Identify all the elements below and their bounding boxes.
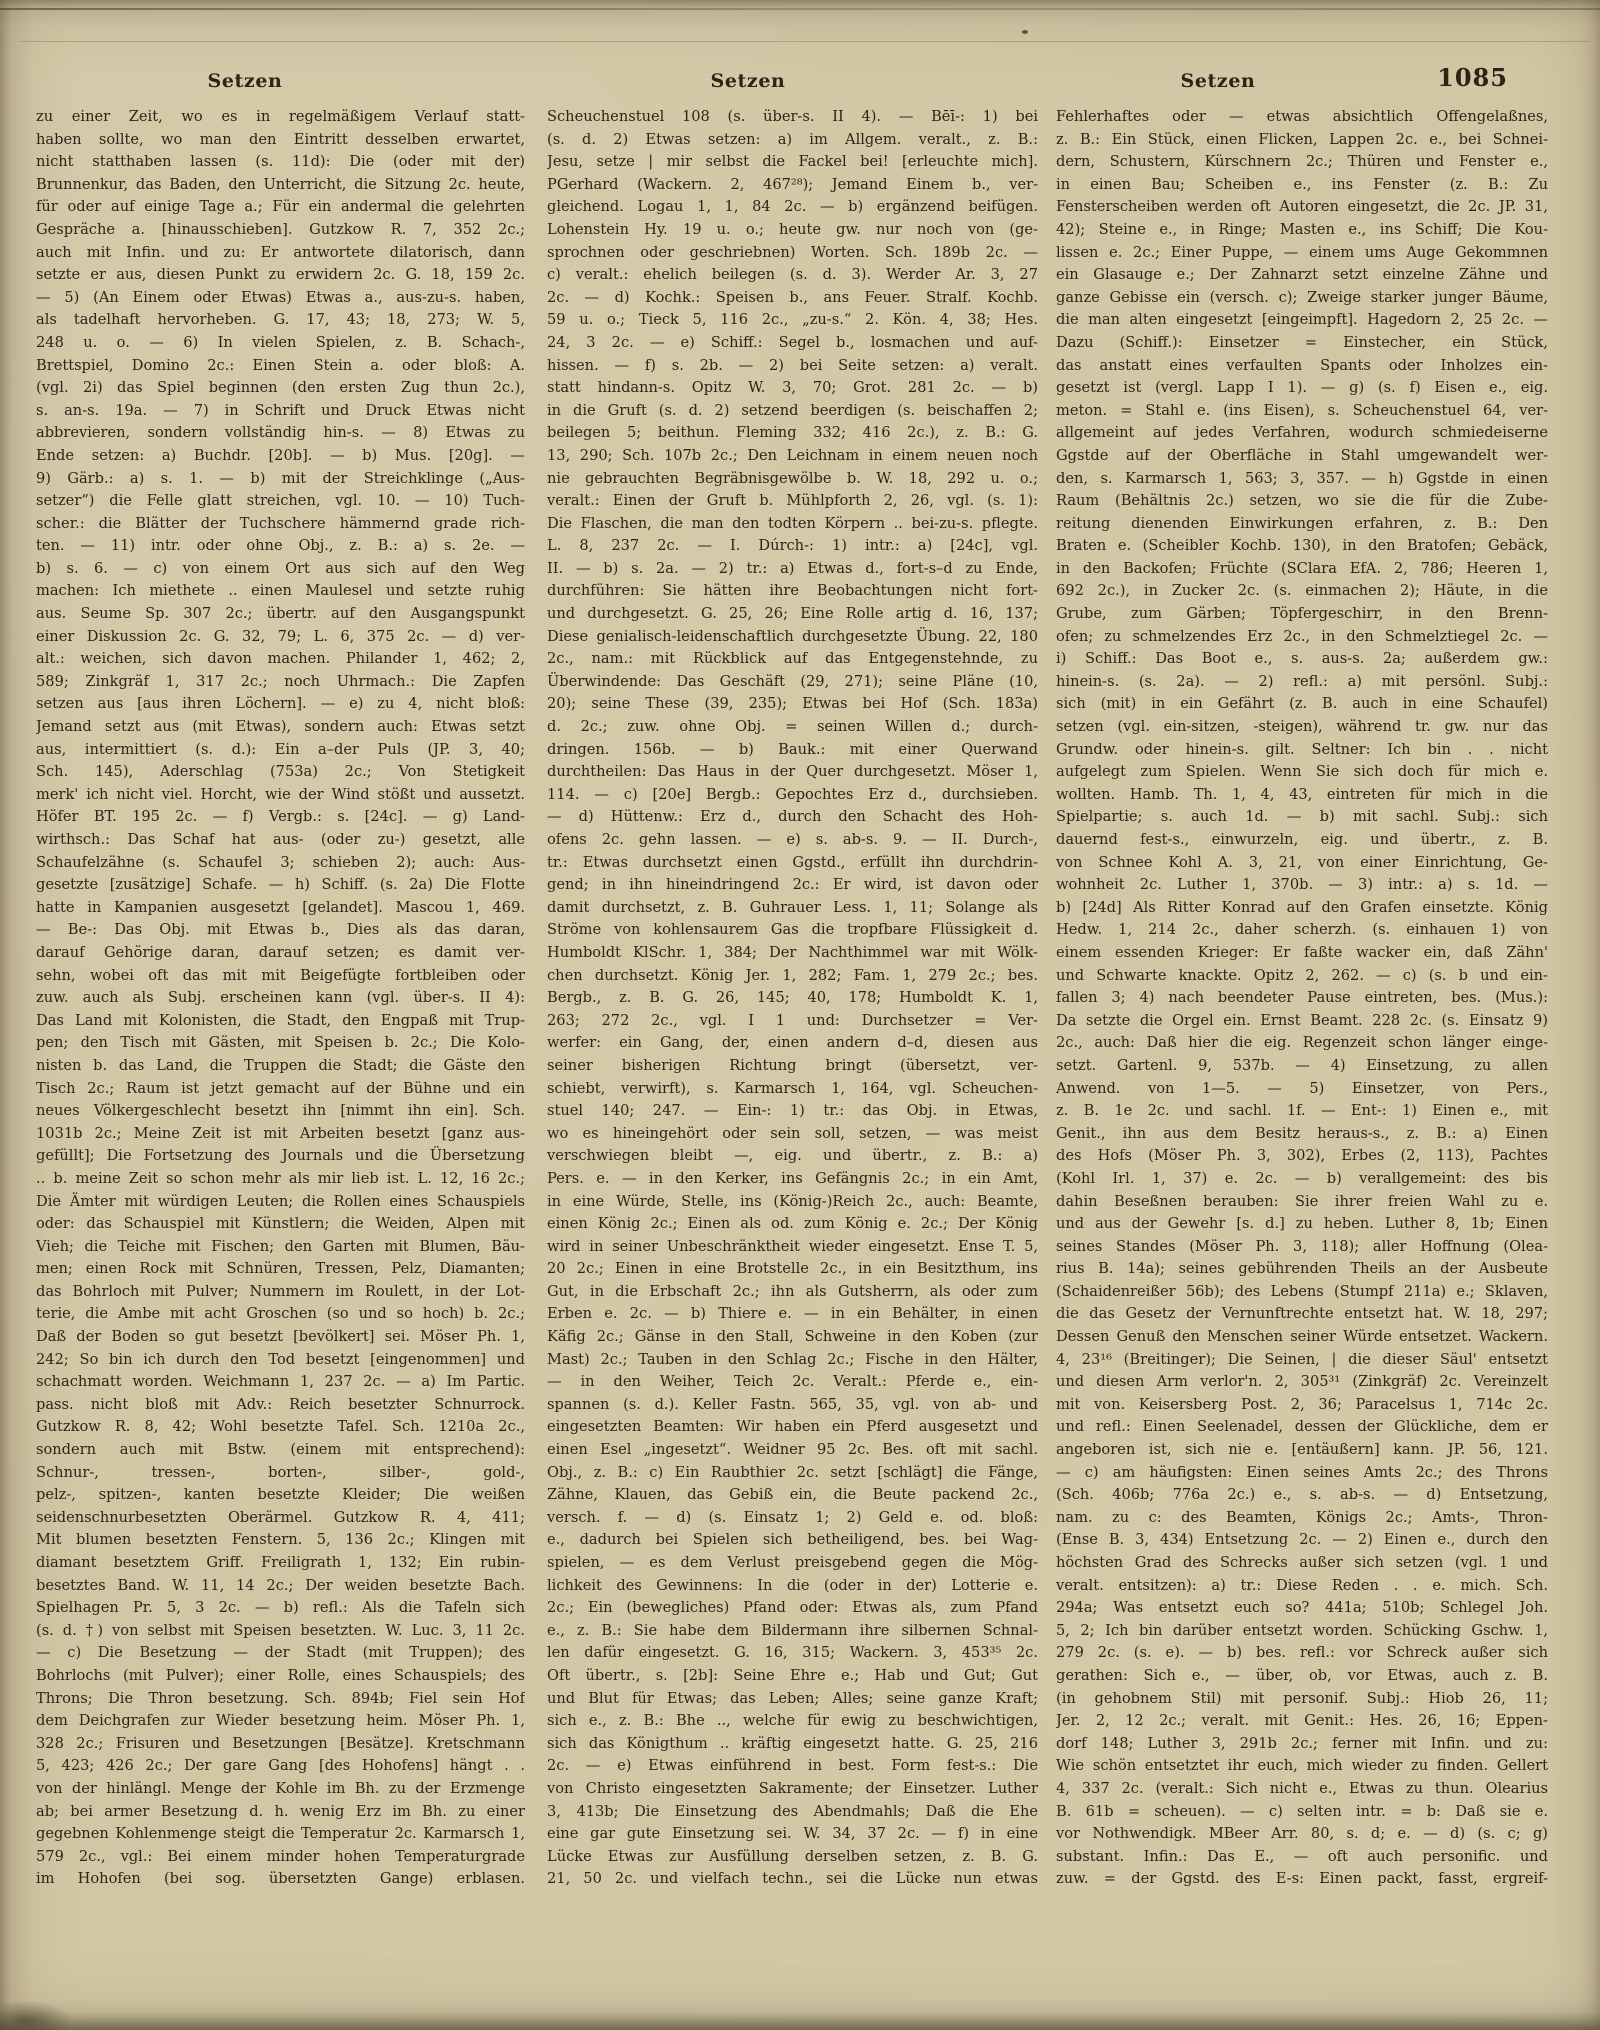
text-line: zu einer Zeit, wo es in regelmäßigem Verlauf statt- — [36, 108, 525, 125]
text-line: reitung dienenden Einwirkungen erfahren, z. B.: Den — [1056, 514, 1548, 532]
text-line: nicht statthaben lassen (s. 11d): Die (oder mit der) — [36, 153, 525, 171]
text-line: setzen aus [aus ihren Löchern]. — e) zu 4, nicht bloß: — [36, 695, 525, 713]
text-line: 114. — c) [20e] Bergb.: Gepochtes Erz d., durchsieben. — [547, 785, 1038, 803]
text-line: diamant besetztem Griff. Freiligrath 1, 132; Ein rubin- — [36, 1554, 525, 1571]
text-line: seiner bisherigen Richtung bringt (übersetzt, ver- — [547, 1056, 1038, 1074]
text-line: ab; bei armer Besetzung d. h. wenig Erz im Bh. zu einer — [36, 1802, 525, 1820]
text-line: stuel 140; 247. — Ein-: 1) tr.: das Obj. in Etwas, — [547, 1102, 1038, 1120]
text-line: L. 8, 237 2c. — I. Dúrch-: 1) intr.: a) [24c], vgl. — [547, 537, 1038, 555]
text-line: den, s. Karmarsch 1, 563; 3, 357. — h) Ggstde in einen — [1056, 469, 1548, 487]
text-line: Ggstde auf der Oberfläche in Stahl umgewandelt wer- — [1056, 446, 1548, 464]
text-line: Pers. e. — in den Kerker, ins Gefängnis 2c.; in ein Amt, — [547, 1169, 1038, 1187]
text-line: im Hohofen (bei sog. übersetzten Gange) erblasen. — [36, 1870, 525, 1888]
text-line: gesetzte [zusätzige] Schafe. — h) Schiff. (s. 2a) Die Flotte — [36, 876, 525, 894]
text-line: 24, 3 2c. — e) Schiff.: Segel b., losmachen und auf- — [547, 333, 1038, 351]
text-line: Käfig 2c.; Gänse in den Stall, Schweine in den Koben (zur — [547, 1328, 1038, 1346]
text-line: und aus der Gewehr [s. d.] zu heben. Luther 8, 1b; Einen — [1056, 1215, 1548, 1233]
text-line: — 5) (An Einem oder Etwas) Etwas a., aus-zu-s. haben, — [36, 288, 525, 306]
text-line: von der hinlängl. Menge der Kohle im Bh. zu der Erzmenge — [36, 1779, 525, 1797]
text-line: setzer“) die Felle glatt streichen, vgl. 10. — 10) Tuch- — [36, 492, 525, 510]
text-line: damit durchsetzt, z. B. Guhrauer Less. 1, 11; Solange als — [547, 898, 1038, 916]
text-line: dauernd fest-s., einwurzeln, eig. und übertr., z. B. — [1056, 831, 1548, 848]
text-line: 2c. — d) Kochk.: Speisen b., ans Feuer. Stralf. Kochb. — [547, 288, 1038, 306]
text-line: durchführen: Sie hätten ihre Beobachtungen nicht fort- — [547, 582, 1038, 600]
text-line: die das Gesetz der Vernunftrechte entsetzt hat. W. 18, 297; — [1056, 1305, 1548, 1323]
ink-speck — [1022, 30, 1028, 34]
text-line: veralt. entsitzen): a) tr.: Diese Reden . . e. mich. Sch. — [1056, 1576, 1548, 1594]
text-line: len dafür eingesetzt. G. 16, 315; Wackern. 3, 453³⁵ 2c. — [547, 1644, 1038, 1662]
text-line: durchtheilen: Das Haus in der Quer durchgesetzt. Möser 1, — [547, 763, 1038, 781]
text-line: hatte in Kampanien ausgesetzt [gelandet]. Mascou 1, 469. — [36, 898, 525, 916]
text-line: Bohrlochs (mit Pulver); einer Rolle, eines Schauspiels; des — [36, 1666, 525, 1684]
text-line: Schnur-, tressen-, borten-, silber-, gold-, — [36, 1463, 525, 1481]
running-head-column-2: Setzen — [710, 70, 786, 92]
text-line: 294a; Was entsetzt euch so? 441a; 510b; Schlegel Joh. — [1056, 1599, 1548, 1617]
text-line: neues Völkergeschlecht besetzt ihn [nimmt ihn ein]. Sch. — [36, 1102, 525, 1120]
text-line: gend; in ihn hineindringend 2c.: Er wird, ist davon oder — [547, 876, 1038, 894]
text-line: Oft übertr., s. [2b]: Seine Ehre e.; Hab und Gut; Gut — [547, 1666, 1038, 1684]
text-line: setzte er aus, diesen Punkt zu erwidern 2c. G. 18, 159 2c. — [36, 266, 525, 284]
text-line: sehn, wobei oft das mit mit Beigefügte fortbleiben oder — [36, 966, 525, 984]
text-line: dringen. 156b. — b) Bauk.: mit einer Querwand — [547, 740, 1038, 758]
text-line: ganze Gebisse ein (versch. c); Zweige starker junger Bäume, — [1056, 288, 1548, 306]
text-line: ofens 2c. gehn lassen. — e) s. ab-s. 9. — II. Durch-, — [547, 831, 1038, 848]
text-line: dem Deichgrafen zur Wieder besetzung heim. Möser Ph. 1, — [36, 1712, 525, 1730]
text-line: von Schnee Kohl A. 3, 21, von einer Einrichtung, Ge- — [1056, 853, 1548, 871]
text-line: Braten e. (Scheibler Kochb. 130), in den Bratofen; Gebäck, — [1056, 537, 1548, 555]
text-line: (Kohl Irl. 1, 37) e. 2c. — b) verallgemeint: des bis — [1056, 1169, 1548, 1187]
text-line: pelz-, spitzen-, kanten besetzte Kleider; Die weißen — [36, 1486, 525, 1504]
text-line: einen Esel „ingesetzt“. Weidner 95 2c. Bes. oft mit sachl. — [547, 1441, 1038, 1459]
text-line: Ströme von kohlensaurem Gas die tropfbare Flüssigkeit d. — [547, 921, 1038, 939]
text-line: auch mit Infin. und zu: Er antwortete dilatorisch, dann — [36, 243, 525, 261]
text-line: sondern auch mit Bstw. (einem mit entsprechend): — [36, 1441, 525, 1459]
text-line: einem essenden Krieger: Er faßte wacker ein, daß Zähn' — [1056, 943, 1548, 961]
text-line: hissen. — f) s. 2b. — 2) bei Seite setzen: a) veralt. — [547, 356, 1038, 374]
text-line: 5, 2; Ich bin darüber entsetzt worden. Schücking Gschw. 1, — [1056, 1621, 1548, 1639]
text-line: Genit., ihn aus dem Besitz heraus-s., z. B.: a) Einen — [1056, 1124, 1548, 1142]
text-line: ein Glasauge e.; Der Zahnarzt setzt einzelne Zähne und — [1056, 266, 1548, 284]
text-line: fallen 3; 4) nach beendeter Pause eintreten, bes. (Mus.): — [1056, 989, 1548, 1007]
text-line: lissen e. 2c.; Einer Puppe, — einem ums Auge Gekommnen — [1056, 243, 1548, 261]
text-line: als tadelhaft hervorheben. G. 17, 43; 18, 273; W. 5, — [36, 311, 525, 329]
text-line: in eine Würde, Stelle, ins (König-)Reich 2c., auch: Beamte, — [547, 1192, 1038, 1210]
text-line: 2c. — e) Etwas einführend in best. Form fest-s.: Die — [547, 1757, 1038, 1775]
text-line: 242; So bin ich durch den Tod besetzt [eingenommen] und — [36, 1350, 525, 1368]
text-line: vor Nothwendigk. MBeer Arr. 80, s. d; e. — d) (s. c; g) — [1056, 1825, 1548, 1843]
text-line: e., dadurch bei Spielen sich betheiligend, bes. bei Wag- — [547, 1531, 1038, 1549]
text-line: Zähne, Klauen, das Gebiß ein, die Beute packend 2c., — [547, 1486, 1038, 1504]
text-line: Throns; Die Thron besetzung. Sch. 894b; Fiel sein Hof — [36, 1689, 525, 1707]
text-line: B. 61b = scheuen). — c) selten intr. = b: Daß sie e. — [1056, 1802, 1548, 1820]
text-line: Jer. 2, 12 2c.; veralt. mit Genit.: Hes. 26, 16; Eppen- — [1056, 1712, 1548, 1730]
text-line: terie, die Ambe mit acht Groschen (so und so hoch) b. 2c.; — [36, 1305, 525, 1323]
text-line: gefüllt]; Die Fortsetzung des Journals und die Übersetzung — [36, 1147, 525, 1165]
text-line: meton. = Stahl e. (ins Eisen), s. Scheuchenstuel 64, ver- — [1056, 401, 1548, 419]
text-line: — d) Hüttenw.: Erz d., durch den Schacht des Hoh- — [547, 808, 1038, 826]
text-line: zuw. = der Ggstd. des E-s: Einen packt, fasst, ergreif- — [1056, 1870, 1548, 1888]
running-head-column-3: Setzen — [1180, 70, 1256, 92]
text-line: 579 2c., vgl.: Bei einem minder hohen Temperaturgrade — [36, 1847, 525, 1865]
text-line: angeboren ist, sich nie e. [entäußern] kann. JP. 56, 121. — [1056, 1441, 1548, 1459]
text-line: (in gehobnem Stil) mit personif. Subj.: Hiob 26, 11; — [1056, 1689, 1548, 1707]
text-line: 4, 337 2c. (veralt.: Sich nicht e., Etwas zu thun. Olearius — [1056, 1779, 1548, 1797]
text-column-3 — [1056, 106, 1548, 1891]
text-line: 5, 423; 426 2c.; Der gare Gang [des Hohofens] hängt . . — [36, 1757, 525, 1775]
text-line: — in den Weiher, Teich 2c. Veralt.: Pferde e., ein- — [547, 1373, 1038, 1391]
text-line: setzt. Gartenl. 9, 537b. — 4) Einsetzung, zu allen — [1056, 1056, 1548, 1074]
text-line: Höfer BT. 195 2c. — f) Vergb.: s. [24c]. — g) Land- — [36, 808, 525, 826]
text-line: und diesen Arm verlor'n. 2, 305³¹ (Zinkgräf) 2c. Vereinzelt — [1056, 1373, 1548, 1391]
text-line: aufgelegt zum Spielen. Wenn Sie sich doch für mich e. — [1056, 763, 1548, 781]
text-line: nie gebrauchten Begräbnisgewölbe b. W. 18, 292 u. o.; — [547, 469, 1038, 487]
text-line: in die Gruft (s. d. 2) setzend beerdigen (s. beischaffen 2; — [547, 401, 1038, 419]
text-line: men; einen Rock mit Schnüren, Tressen, Pelz, Diamanten; — [36, 1260, 525, 1278]
text-line: pass. nicht bloß mit Adv.: Reich besetzter Schnurrock. — [36, 1395, 525, 1413]
text-line: dern, Schustern, Kürschnern 2c.; Thüren und Fenster e., — [1056, 153, 1548, 171]
text-line: merk' ich nicht viel. Horcht, wie der Wind stößt und aussetzt. — [36, 785, 525, 803]
text-line: .. b. meine Zeit so schon mehr als mir lieb ist. L. 12, 16 2c.; — [36, 1169, 525, 1187]
text-line: gesetzt ist (vergl. Lapp I 1). — g) (s. f) Eisen e., eig. — [1056, 379, 1548, 397]
text-line: haben sollte, wo man den Eintritt desselben erwartet, — [36, 130, 525, 148]
text-line: 2c., auch: Daß hier die eig. Regenzeit schon länger einge- — [1056, 1034, 1548, 1052]
text-line: 20); seine These (39, 235); Etwas bei Hof (Sch. 183a) — [547, 695, 1038, 713]
text-line: in einen Bau; Scheiben e., ins Fenster (z. B.: Zu — [1056, 175, 1548, 193]
text-line: — c) Die Besetzung — der Stadt (mit Truppen); des — [36, 1644, 525, 1662]
text-line: sich e., z. B.: Bhe .., welche für ewig zu beschwichtigen, — [547, 1712, 1038, 1730]
text-line: Hedw. 1, 214 2c., daher scherzh. (s. einhauen 1) von — [1056, 921, 1548, 939]
text-line: (s. d. †) von selbst mit Speisen besetzten. W. Luc. 3, 11 2c. — [36, 1621, 525, 1639]
text-line: veralt.: Einen der Gruft b. Mühlpforth 2, 26, vgl. (s. 1): — [547, 492, 1038, 510]
text-line: d. 2c.; zuw. ohne Obj. = seinen Willen d.; durch- — [547, 718, 1038, 736]
text-line: Dessen Genuß den Menschen seiner Würde entsetzet. Wackern. — [1056, 1328, 1548, 1346]
text-line: Jemand setzt aus (mit Etwas), sondern auch: Etwas setzt — [36, 718, 525, 736]
text-line: Daß der Boden so gut besetzt [bevölkert] sei. Möser Ph. 1, — [36, 1328, 525, 1346]
text-line: und durchgesetzt. G. 25, 26; Eine Rolle artig d. 16, 137; — [547, 605, 1038, 623]
text-line: dahin Beseßnen berauben: Sie ihrer freien Wahl zu e. — [1056, 1192, 1548, 1210]
text-line: wohnheit 2c. Luther 1, 370b. — 3) intr.: a) s. 1d. — — [1056, 876, 1548, 894]
text-line: Lücke Etwas zur Ausfüllung derselben setzen, z. B. G. — [547, 1847, 1038, 1865]
text-line: Gutzkow R. 8, 42; Wohl besetzte Tafel. Sch. 1210a 2c., — [36, 1418, 525, 1436]
text-line: (vgl. 2i) das Spiel beginnen (den ersten Zug thun 2c.), — [36, 379, 525, 397]
text-line: spielen, — es dem Verlust preisgebend gegen die Mög- — [547, 1554, 1038, 1571]
text-line: pen; den Tisch mit Gästen, mit Speisen b. 2c.; Die Kolo- — [36, 1034, 525, 1052]
text-line: Vieh; die Teiche mit Fischen; den Garten mit Blumen, Bäu- — [36, 1237, 525, 1255]
page-number: 1085 — [1437, 63, 1508, 92]
text-line: (Ense B. 3, 434) Entsetzung 2c. — 2) Einen e., durch den — [1056, 1531, 1548, 1549]
text-line: Scheuchenstuel 108 (s. über-s. II 4). — Bēī-: 1) bei — [547, 108, 1038, 125]
text-line: Anwend. von 1—5. — 5) Einsetzer, von Pers., — [1056, 1079, 1548, 1097]
text-line: Brettspiel, Domino 2c.: Einen Stein a. oder bloß: A. — [36, 356, 525, 374]
text-line: einen König 2c.; Einen als od. zum König e. 2c.; Der König — [547, 1215, 1038, 1233]
text-line: Dazu (Schiff.): Einsetzer = Einstecher, ein Stück, — [1056, 333, 1548, 351]
text-line: 279 2c. (s. e). — b) bes. refl.: vor Schreck außer sich — [1056, 1644, 1548, 1662]
text-line: in den Backofen; Früchte (SClara EfA. 2, 786; Heeren 1, — [1056, 559, 1548, 577]
text-line: Grundw. oder hinein-s. gilt. Seltner: Ich bin . . nicht — [1056, 740, 1548, 758]
text-line: machen: Ich miethete .. einen Maulesel und setzte ruhig — [36, 582, 525, 600]
text-line: nam. zu c: des Beamten, Königs 2c.; Amts-, Thron- — [1056, 1508, 1548, 1526]
text-line: Mit blumen besetzten Fenstern. 5, 136 2c.; Klingen mit — [36, 1531, 525, 1549]
text-line: rius B. 14a); seines gebührenden Theils an der Ausbeute — [1056, 1260, 1548, 1278]
text-line: Jesu, setze | mir selbst die Fackel bei! [erleuchte mich]. — [547, 153, 1038, 171]
text-line: 263; 272 2c., vgl. I 1 und: Durchsetzer = Ver- — [547, 1011, 1038, 1029]
text-line: wollten. Hamb. Th. 1, 4, 43, eintreten für mich in die — [1056, 785, 1548, 803]
text-line: chen durchsetzt. König Jer. 1, 282; Fam. 1, 279 2c.; bes. — [547, 966, 1038, 984]
text-line: Tisch 2c.; Raum ist jetzt gemacht auf der Bühne und ein — [36, 1079, 525, 1097]
text-line: sich das Königthum .. kräftig eingesetzt hatte. G. 25, 216 — [547, 1734, 1038, 1752]
text-line: besetztes Band. W. 11, 14 2c.; Der weiden besetzte Bach. — [36, 1576, 525, 1594]
text-line: II. — b) s. 2a. — 2) tr.: a) Etwas d., fort-s–d zu Ende, — [547, 559, 1038, 577]
text-line: (Sch. 406b; 776a 2c.) e., s. ab-s. — d) Entsetzung, — [1056, 1486, 1548, 1504]
text-line: mit von. Keisersberg Post. 2, 36; Paracelsus 1, 714c 2c. — [1056, 1395, 1548, 1413]
text-line: Fensterscheiben werden oft Autoren eingesetzt, die 2c. JP. 31, — [1056, 198, 1548, 216]
text-line: s. an-s. 19a. — 7) in Schrift und Druck Etwas nicht — [36, 401, 525, 419]
text-line: schiebt, verwirft), s. Karmarsch 1, 164, vgl. Scheuchen- — [547, 1079, 1038, 1097]
text-line: höchsten Grad des Schrecks außer sich setzen (vgl. 1 und — [1056, 1554, 1548, 1571]
text-line: eine gar gute Einsetzung sei. W. 34, 37 2c. — f) in eine — [547, 1825, 1038, 1843]
text-line: und Schwarte knackte. Opitz 2, 262. — c) (s. b und ein- — [1056, 966, 1548, 984]
text-line: Obj., z. B.: c) Ein Raubthier 2c. setzt [schlägt] die Fänge, — [547, 1463, 1038, 1481]
text-line: substant. Infin.: Das E., — oft auch personific. und — [1056, 1847, 1548, 1865]
text-line: 692 2c.), in Zucker 2c. (s. einmachen 2); Häute, in die — [1056, 582, 1548, 600]
text-line: 1031b 2c.; Meine Zeit ist mit Arbeiten besetzt [ganz aus- — [36, 1124, 525, 1142]
text-line: i) Schiff.: Das Boot e., s. aus-s. 2a; außerdem gw.: — [1056, 650, 1548, 668]
text-line: Mast) 2c.; Tauben in den Schlag 2c.; Fische in den Hälter, — [547, 1350, 1038, 1368]
text-line: gegebnen Kohlenmenge steigt die Temperatur 2c. Karmarsch 1, — [36, 1825, 525, 1843]
text-line: Gut, in die Erbschaft 2c.; ihn als Gutsherrn, als oder zum — [547, 1282, 1038, 1300]
text-line: von Christo eingesetzten Sakramente; der Einsetzer. Luther — [547, 1779, 1038, 1797]
text-line: Brunnenkur, das Baden, den Unterricht, die Sitzung 2c. heute, — [36, 175, 525, 193]
text-line: oder: das Schauspiel mit Künstlern; die Weiden, Alpen mit — [36, 1215, 525, 1233]
text-line: Raum (Behältnis 2c.) setzen, wo sie die für die Zube- — [1056, 492, 1548, 510]
text-line: allgemeint auf jedes Verfahren, wodurch schmiedeiserne — [1056, 424, 1548, 442]
text-line: statt hindann-s. Opitz W. 3, 70; Grot. 281 2c. — b) — [547, 379, 1038, 397]
text-line: dorf 148; Luther 3, 291b 2c.; ferner mit Infin. und zu: — [1056, 1734, 1548, 1752]
text-line: PGerhard (Wackern. 2, 467²⁸); Jemand Einem b., ver- — [547, 175, 1038, 193]
text-line: z. B. 1e 2c. und sachl. 1f. — Ent-: 1) Einen e., mit — [1056, 1102, 1548, 1120]
text-line: scher.: die Blätter der Tuchschere hämmernd grade rich- — [36, 514, 525, 532]
text-line: wirthsch.: Das Schaf hat aus- (oder zu-) gesetzt, alle — [36, 831, 525, 848]
text-line: Wie schön entsetztet ihr euch, mich wieder zu finden. Gellert — [1056, 1757, 1548, 1775]
text-line: sich (mit) in ein Gefährt (z. B. auch in eine Schaufel) — [1056, 695, 1548, 713]
text-line: für oder auf einige Tage a.; Für ein andermal die gelehrten — [36, 198, 525, 216]
text-line: c) veralt.: ehelich beilegen (s. d. 3). Werder Ar. 3, 27 — [547, 266, 1038, 284]
running-head-column-1: Setzen — [207, 70, 283, 92]
text-line: (s. d. 2) Etwas setzen: a) im Allgem. veralt., z. B.: — [547, 130, 1038, 148]
text-line: alt.: weichen, sich davon machen. Philander 1, 462; 2, — [36, 650, 525, 668]
text-line: verschwiegen bleibt —, eig. und übertr., z. B.: a) — [547, 1147, 1038, 1165]
text-line: und refl.: Einen Seelenadel, dessen der Glückliche, dem er — [1056, 1418, 1548, 1436]
text-line: abbrevieren, sondern vollständig hin-s. — 8) Etwas zu — [36, 424, 525, 442]
text-line: Lohenstein Hy. 19 u. o.; heute gw. nur noch von (ge- — [547, 220, 1038, 238]
text-line: 3, 413b; Die Einsetzung des Abendmahls; Daß die Ehe — [547, 1802, 1038, 1820]
page-top-edge — [0, 8, 1600, 10]
text-line: die man alten eingesetzt [eingeimpft]. Hagedorn 2, 25 2c. — — [1056, 311, 1548, 329]
text-line: lichkeit des Gewinnens: In die (oder in der) Lotterie e. — [547, 1576, 1038, 1594]
text-line: versch. f. — d) (s. Einsatz 1; 2) Geld e. od. bloß: — [547, 1508, 1038, 1526]
text-line: 328 2c.; Frisuren und Besetzungen [Besätze]. Kretschmann — [36, 1734, 525, 1752]
text-line: Sch. 145), Aderschlag (753a) 2c.; Von Stetigkeit — [36, 763, 525, 781]
text-line: Grube, zum Gärben; Töpfergeschirr, in den Brenn- — [1056, 605, 1548, 623]
text-line: gleichend. Logau 1, 1, 84 2c. — b) ergänzend beifügen. — [547, 198, 1038, 216]
text-line: Gespräche a. [hinausschieben]. Gutzkow R. 7, 352 2c.; — [36, 220, 525, 238]
text-line: Diese genialisch-leidenschaftlich durchgesetzte Übung. 22, 180 — [547, 627, 1038, 645]
text-line: sprochnen oder geschriebnen) Worten. Sch. 189b 2c. — — [547, 243, 1038, 261]
text-line: 9) Gärb.: a) s. 1. — b) mit der Streichklinge („Aus- — [36, 469, 525, 487]
page-bottom-edge — [0, 2012, 1600, 2030]
text-line: e., z. B.: Sie habe dem Bildermann ihre silbernen Schnal- — [547, 1621, 1038, 1639]
text-line: wird in seiner Unbeschränktheit wieder eingesetzt. Ense T. 5, — [547, 1237, 1038, 1255]
text-line: Spielpartie; s. auch 1d. — b) mit sachl. Subj.: sich — [1056, 808, 1548, 826]
text-line: einer Diskussion 2c. G. 32, 79; L. 6, 375 2c. — d) ver- — [36, 627, 525, 645]
text-line: nisten b. das Land, die Truppen die Stadt; die Gäste den — [36, 1056, 525, 1074]
text-line: setzen (vgl. ein-sitzen, -steigen), während tr. gw. nur das — [1056, 718, 1548, 736]
text-line: eingesetzten Beamten: Wir haben ein Pferd ausgesetzt und — [547, 1418, 1038, 1436]
text-line: Ende setzen: a) Buchdr. [20b]. — b) Mus. [20g]. — — [36, 446, 525, 464]
text-line: schachmatt worden. Weichmann 1, 237 2c. — a) Im Partic. — [36, 1373, 525, 1391]
text-line: Spielhagen Pr. 5, 3 2c. — b) refl.: Als die Tafeln sich — [36, 1599, 525, 1617]
text-line: 248 u. o. — 6) In vielen Spielen, z. B. Schach-, — [36, 333, 525, 351]
text-line: hinein-s. (s. 2a). — 2) refl.: a) mit persönl. Subj.: — [1056, 672, 1548, 690]
text-line: Bergb., z. B. G. 26, 145; 40, 178; Humboldt K. 1, — [547, 989, 1038, 1007]
text-line: 21, 50 2c. und vielfach techn., sei die Lücke nun etwas — [547, 1870, 1038, 1888]
text-line: b) [24d] Als Ritter Konrad auf den Grafen einsetzte. König — [1056, 898, 1548, 916]
text-line: 42); Steine e., in Ringe; Masten e., ins Schiff; Die Kou- — [1056, 220, 1548, 238]
text-line: Die Flaschen, die man den todten Körpern .. bei-zu-s. pflegte. — [547, 514, 1038, 532]
text-line: 4, 23¹⁶ (Breitinger); Die Seinen, | die dieser Säul' entsetzt — [1056, 1350, 1548, 1368]
text-line: ten. — 11) intr. oder ohne Obj., z. B.: a) s. 2e. — — [36, 537, 525, 555]
text-line: aus. Seume Sp. 307 2c.; übertr. auf den Ausgangspunkt — [36, 605, 525, 623]
text-line: b) s. 6. — c) von einem Ort aus sich auf den Weg — [36, 559, 525, 577]
text-line: wo es hineingehört oder sein soll, setzen, — was meist — [547, 1124, 1038, 1142]
text-line: seidenschnurbesetzten Oberärmel. Gutzkow R. 4, 411; — [36, 1508, 525, 1526]
text-line: Das Land mit Kolonisten, die Stadt, den Engpaß mit Trup- — [36, 1011, 525, 1029]
text-line: 2c.; Ein (bewegliches) Pfand oder: Etwas als, zum Pfand — [547, 1599, 1038, 1617]
scan-fold-line — [20, 41, 1590, 42]
text-line: zuw. auch als Subj. erscheinen kann (vgl. über-s. II 4): — [36, 989, 525, 1007]
text-line: Überwindende: Das Geschäft (29, 271); seine Pläne (10, — [547, 672, 1038, 690]
text-line: Da setzte die Orgel ein. Ernst Beamt. 228 2c. (s. Einsatz 9) — [1056, 1011, 1548, 1029]
text-line: Schaufelzähne (s. Schaufel 3; schieben 2); auch: Aus- — [36, 853, 525, 871]
text-line: 13, 290; Sch. 107b 2c.; Den Leichnam in einem neuen noch — [547, 446, 1038, 464]
text-line: — Be-: Das Obj. mit Etwas b., Dies als das daran, — [36, 921, 525, 939]
text-line: 20 2c.; Einen in eine Brotstelle 2c., in ein Besitzthum, ins — [547, 1260, 1038, 1278]
text-column-2 — [547, 106, 1038, 1891]
text-line: werfer: ein Gang, der, einen andern d–d, diesen aus — [547, 1034, 1038, 1052]
text-line: Die Ämter mit würdigen Leuten; die Rollen eines Schauspiels — [36, 1192, 525, 1210]
text-line: beilegen 5; beithun. Fleming 332; 416 2c.), z. B.: G. — [547, 424, 1038, 442]
text-line: Humboldt KlSchr. 1, 384; Der Nachthimmel war mit Wölk- — [547, 943, 1038, 961]
text-line: das Bohrloch mit Pulver; Nummern im Roulett, in der Lot- — [36, 1282, 525, 1300]
text-line: und Blut für Etwas; das Leben; Alles; seine ganze Kraft; — [547, 1689, 1038, 1707]
text-line: 2c., nam.: mit Rückblick auf das Entgegenstehnde, zu — [547, 650, 1038, 668]
text-line: Fehlerhaftes oder — etwas absichtlich Offengelaßnes, — [1056, 108, 1548, 125]
text-line: 59 u. o.; Tieck 5, 116 2c., „zu-s.“ 2. Kön. 4, 38; Hes. — [547, 311, 1038, 329]
text-line: 589; Zinkgräf 1, 317 2c.; noch Uhrmach.: Die Zapfen — [36, 672, 525, 690]
text-line: des Hofs (Möser Ph. 3, 302), Erbes (2, 113), Pachtes — [1056, 1147, 1548, 1165]
text-column-1 — [36, 106, 525, 1891]
text-line: — c) am häufigsten: Einen seines Amts 2c.; des Throns — [1056, 1463, 1548, 1481]
text-line: tr.: Etwas durchsetzt einen Ggstd., erfüllt ihn durchdrin- — [547, 853, 1038, 871]
text-line: Erben e. 2c. — b) Thiere e. — in ein Behälter, in einen — [547, 1305, 1038, 1323]
text-line: das anstatt eines verfaulten Spants oder Inholzes ein- — [1056, 356, 1548, 374]
text-line: (Schaidenreißer 56b); des Lebens (Stumpf 211a) e.; Sklaven, — [1056, 1282, 1548, 1300]
text-line: aus, intermittiert (s. d.): Ein a–der Puls (JP. 3, 40; — [36, 740, 525, 758]
text-line: seines Standes (Möser Ph. 3, 118); aller Hoffnung (Olea- — [1056, 1237, 1548, 1255]
text-line: ofen; zu schmelzendes Erz 2c., in den Schmelztiegel 2c. — — [1056, 627, 1548, 645]
text-line: spannen (s. d.). Keller Fastn. 565, 35, vgl. von ab- und — [547, 1395, 1038, 1413]
text-line: gerathen: Sich e., — über, ob, vor Etwas, auch z. B. — [1056, 1666, 1548, 1684]
text-line: darauf Gehörige daran, darauf setzen; es damit ver- — [36, 943, 525, 961]
text-line: z. B.: Ein Stück, einen Flicken, Lappen 2c. e., bei Schnei- — [1056, 130, 1548, 148]
